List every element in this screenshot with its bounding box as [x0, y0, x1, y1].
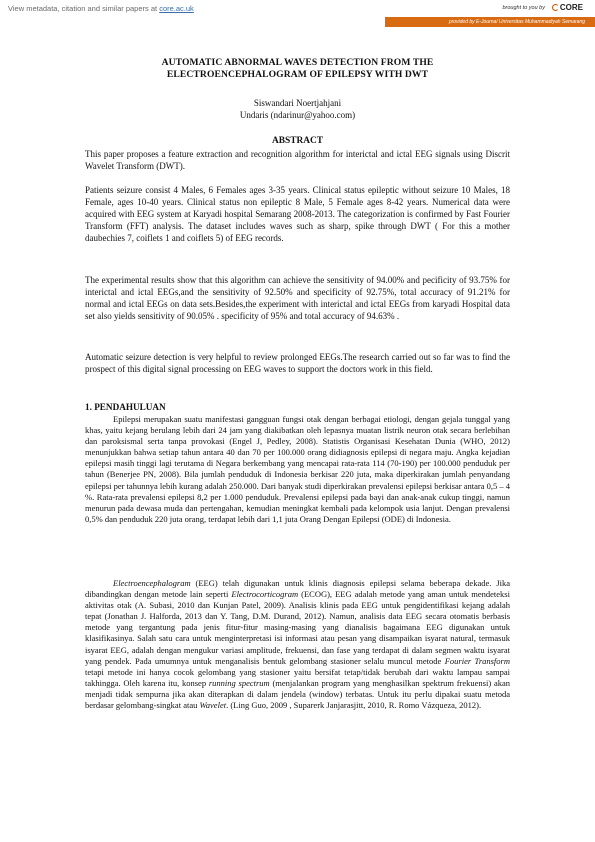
term-running-spectrum: running spectrum: [208, 677, 270, 688]
provided-by-banner[interactable]: provided by E-Journal Universitas Muhammadiyah Semarang: [385, 17, 595, 27]
abstract-paragraph-4: Automatic seizure detection is very helpful to review prolonged EEGs.The research carried out so far was to find the prospect of this digital signal processing on EEG waves to support the doctors work in this field.: [85, 352, 510, 374]
body-p2-text-b: (ECOG), EEG adalah metode yang aman untuk mendeteksi aktivitas otak (A. Subasi, 2010 dan Kunjan Patel, 2009). Analisis klinis pada EEG untuk pengidentifikasi kejang adalah tepat (Jonathan J. Halforda, 2013 dan Y. Tang, D.M. Durand, 2012). Namun, analisis data EEG secara otomatis berbasis metode yang tergantung pada jenis fitur-fitur masing-masing yang dianalisis bagaimana EEG digunakan untuk klasifikasinya. Salah satu cara untuk menginterpretasi isi informasi atau pesan yang disampaikan isyarat natural, termasuk isyarat EEG, adalah dengan mengukur variasi amplitude, frekuensi, dan fase yang terdapat di dalam segmen waktu isyarat yang pendek. Pada umumnya untuk menganalisis bentuk gelombang stasioner selalu muncul metode: [85, 589, 510, 666]
body-p2-text-e: . (Ling Guo, 2009 , Suparerk Janjarasjitt, 2010, R. Romo Vázqueza, 2012).: [226, 700, 482, 711]
abstract-paragraph-1: This paper proposes a feature extraction and recognition algorithm for interictal and ictal EEG signals using Discrit Wavelet Transform (DWT).: [85, 149, 510, 171]
term-fourier: Fourier Transform: [444, 655, 510, 666]
title-line-2: ELECTROENCEPHALOGRAM OF EPILEPSY WITH DWT: [166, 69, 429, 80]
core-metadata-link[interactable]: [8, 4, 194, 13]
core-link-prefix: View metadata, citation and similar papers at: [8, 4, 160, 13]
term-wavelet: Wavelet: [199, 700, 227, 711]
body-p2-text-c: tetapi metode ini hanya cocok gelombang yang stasioner yaitu bersifat tetap/tidak berubah dari waktu lampau sampai takhingga. Oleh karena itu, konsep: [85, 666, 510, 688]
abstract-paragraph-2: Patients seizure consist 4 Males, 6 Females ages 3-35 years. Clinical status epileptic without seizure 10 Males, 18 Female, ages 10-40 years. Clinical status non epileptic 8 Male, 5 Female ages 8-42 years. Numerical data were acquired with EEG system at Karyadi hospital Semarang 2008-2013. The categorization is confirmed by Fast Fourier Transform (FFT) analysis. The dataset includes waves such as sharp, spike through DWT ( For this a mother daubechies 7, coiflets 1 and coiflets 5) of EEG records.: [85, 185, 510, 243]
term-ecog: Electrocorticogram: [231, 589, 299, 600]
section-heading-pendahuluan: 1. PENDAHULUAN: [85, 402, 166, 412]
author-2: Undaris (ndarinur@yahoo.com): [239, 110, 356, 120]
core-logo-text: CORE: [559, 3, 583, 12]
term-eeg: Electroencephalogram: [113, 578, 191, 588]
abstract-heading: ABSTRACT: [271, 136, 324, 146]
title-line-1: AUTOMATIC ABNORMAL WAVES DETECTION FROM THE: [161, 57, 434, 68]
author-1: Siswandari Noertjahjani: [253, 98, 342, 108]
core-link-url[interactable]: core.ac.uk: [159, 4, 194, 13]
abstract-paragraph-3: The experimental results show that this algorithm can achieve the sensitivity of 94.00% and pecificity of 93.75% for interictal and ictal EEGs,and the sensitivity of 92.50% and specificity of 92.75%, total accuracy of 91.21% for normal and ictal EEGs on data sets.Besides,the experiment with interictal and ictal EEGs from karyadi Hospital data set also yields sensitivity of 90.05% . specificity of 95% and total accuracy of 94.63% .: [85, 275, 510, 321]
body-p2-text-d: (menjalankan program yang menghasilkan spektrum frekuensi) akan menjadi tidak sempurna jika akan diterapkan di dalam jendela (window) terbatas. Untuk itu perlu dipakai suatu metoda berdasar gelombang-singkat atau: [85, 677, 511, 711]
core-logo-icon: [552, 4, 559, 11]
core-header-bar: [0, 0, 595, 25]
authors: [85, 97, 510, 121]
body-paragraph-2: [85, 578, 510, 711]
brought-by-text: brought to you by: [502, 5, 545, 11]
body-paragraph-1: Epilepsi merupakan suatu manifestasi gangguan fungsi otak dengan berbagai etiologi, dengan gejala tunggal yang khas, yaitu kejang berulang lebih dari 24 jam yang diakibatkan oleh lepasnya muatan listrik neuron otak secara berlebihan dan paroksismal serta tanpa provokasi (Engel J, Pedley, 2008). Statistis Organisasi Kesehatan Dunia (WHO, 2012) menunjukkan bahwa setiap tahun antara 40 dan 70 per 100.000 orang didiagnosis epilepsi di negara maju. Angka kejadian epilepsi masih tinggi lagi terutama di Negara berkembang yang mencapai rata-rata 114 (70-190) per 100.000 penduduk per tahun (Benerjee PN, 2008). Bila jumlah penduduk di Indonesia berkisar 220 juta, maka diperkirakan jumlah penyandang epilepsi per tahunnya lebih kurang adalah 250.000. Dari banyak studi diperkirakan prevalensi epilepsi berkisar antara 0,5 – 4 %. Rata-rata prevalensi epilepsi 8,2 per 1.000 penduduk. Prevalensi epilepsi pada bayi dan anak-anak cukup tinggi, namun menurun pada dewasa muda dan pertengahan, kemudian meningkat kembali pada kelompok usia lanjut. Dengan prevalensi 0,5% dan penduduk 220 juta orang, terdapat lebih dari 1,1 juta Orang Dengan Epilepsi (ODE) di Indonesia.: [85, 414, 510, 524]
core-logo[interactable]: [552, 3, 583, 12]
paper-title: [85, 57, 510, 81]
body-p2-text-a: (EEG) telah digunakan untuk klinis diagnosis epilepsi selama beberapa dekade. Jika dibandingkan dengan metode lain seperti: [85, 578, 510, 600]
